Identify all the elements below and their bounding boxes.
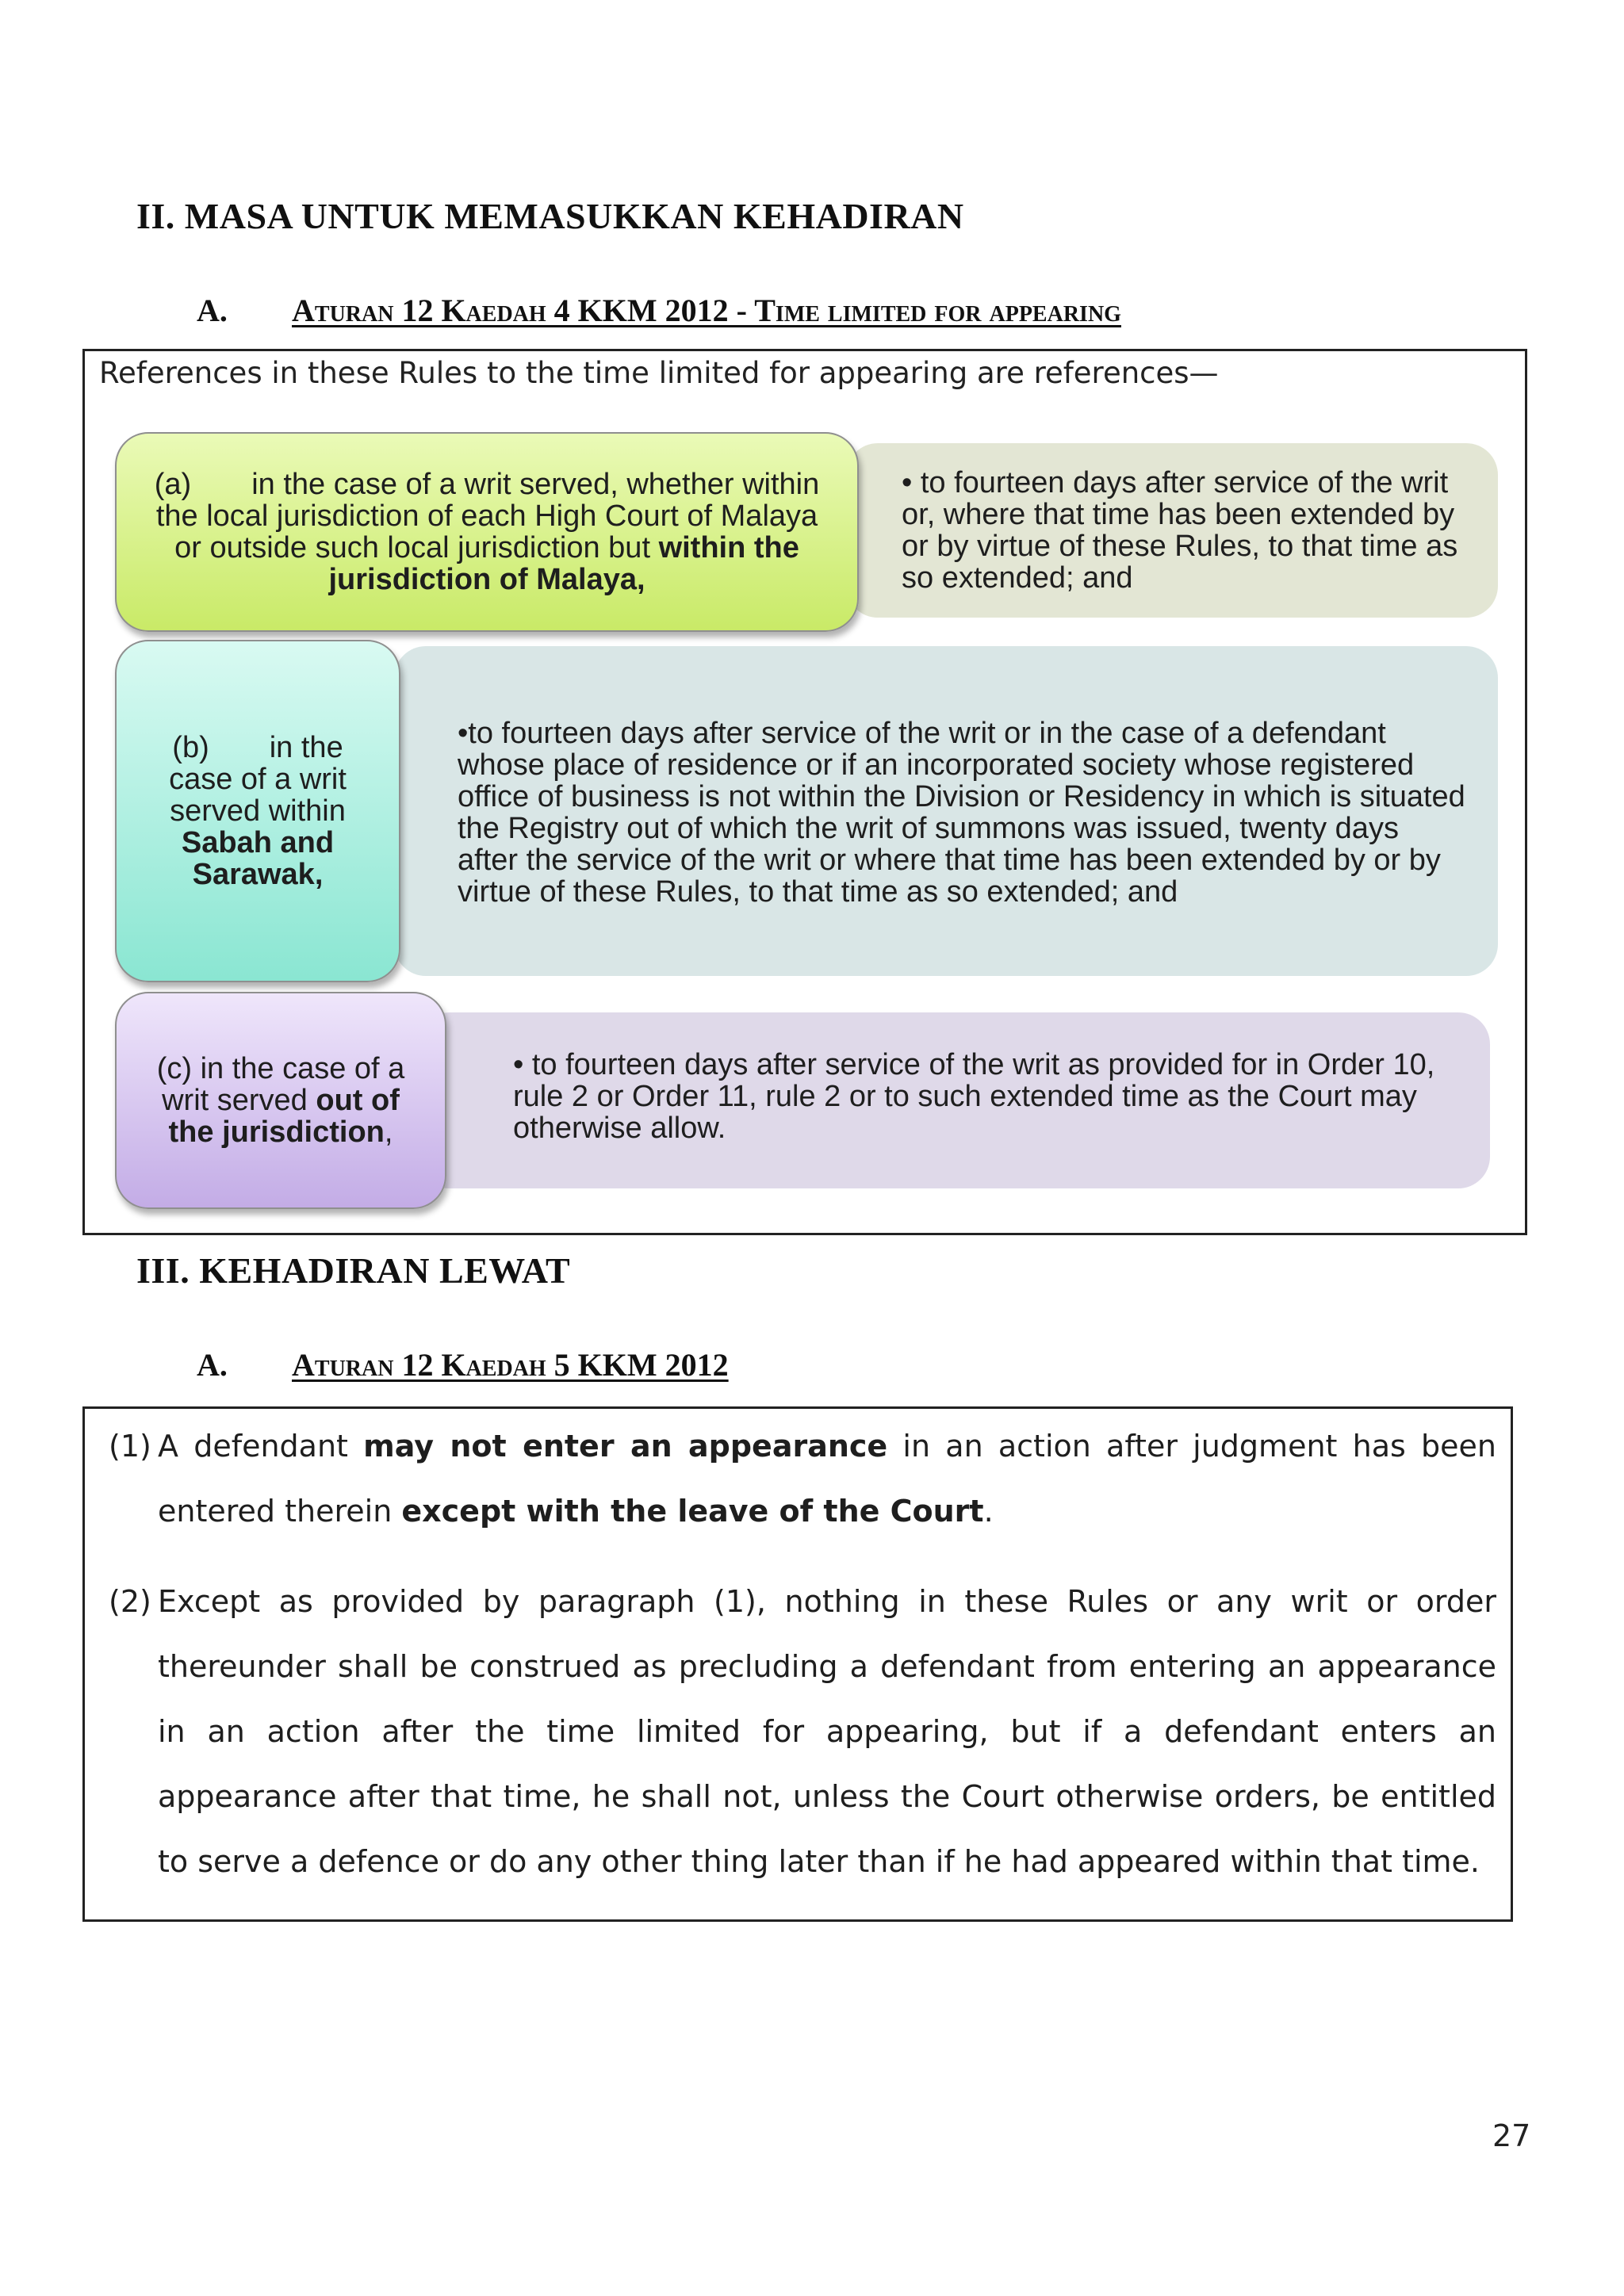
item-b-card	[115, 640, 400, 982]
paragraph-1-bold-b: except with the leave of the Court	[401, 1494, 984, 1529]
item-c-bold: out of the jurisdiction	[168, 1084, 400, 1149]
paragraph-2	[109, 1569, 1496, 1894]
section-3-sub-label: A.	[197, 1347, 228, 1383]
paragraph-1-number: (1)	[109, 1429, 151, 1464]
page-number: 27	[1492, 2118, 1531, 2153]
paragraph-1-text-a: A defendant	[158, 1429, 364, 1464]
section-2-heading: II. MASA UNTUK MEMASUKKAN KEHADIRAN	[136, 196, 964, 236]
paragraph-1-text-b: in an action after judgment has been entered therein	[158, 1429, 1496, 1529]
paragraph-2-text: Except as provided by paragraph (1), nothing in these Rules or any writ or order thereunder shall be construed as precluding a defendant from entering an appearance in an action after the time limited for appearing, but if a defendant enters an appearance after that time, he shall not, unless the Court otherwise orders, be entitled to serve a defence or do any other thing later than if he had appeared within that time.	[158, 1584, 1496, 1879]
item-b-detail	[394, 646, 1498, 976]
rule-5-box	[82, 1406, 1513, 1922]
item-a-detail-text: • to fourteen days after service of the writ or, where that time has been extended by or by virtue of these Rules, to that time as so extended; and	[902, 466, 1458, 595]
item-c-tail: ,	[384, 1115, 393, 1149]
item-a-card	[115, 432, 859, 632]
item-c-lead: (c) in the case of a writ served	[156, 1052, 405, 1117]
section-2-sub-title: Aturan 12 Kaedah 4 KKM 2012 - Time limited for appearing	[292, 293, 1121, 328]
item-a-lead: (a) in the case of a writ served, whether within the local jurisdiction of each High Court of Malaya or outside such local jurisdiction but	[154, 468, 820, 564]
paragraph-1-text-c: .	[983, 1494, 994, 1529]
section-2-subheading	[197, 292, 1121, 329]
paragraph-1	[109, 1414, 1496, 1544]
item-b-bold: Sabah and Sarawak,	[181, 826, 335, 891]
item-a-detail	[846, 443, 1498, 618]
item-c-detail	[418, 1012, 1490, 1188]
section-3-heading: III. KEHADIRAN LEWAT	[136, 1250, 571, 1291]
paragraph-1-bold-a: may not enter an appearance	[363, 1429, 888, 1464]
paragraph-2-number: (2)	[109, 1584, 151, 1619]
item-b-detail-text: •to fourteen days after service of the writ or in the case of a defendant whose place of residence or if an incorporated society whose registered office of business is not within the Division or Residency in which is situated the Registry out of which the writ of summons was issued, twenty days after the service of the writ or where that time has been extended by or by virtue of these Rules, to that time as so extended; and	[458, 717, 1465, 909]
item-c-detail-text: • to fourteen days after service of the writ as provided for in Order 10, rule 2 or Order 11, rule 2 or to such extended time as the Court may otherwise allow.	[513, 1048, 1435, 1145]
rule-4-box	[82, 349, 1527, 1235]
section-3-subheading	[197, 1346, 729, 1383]
section-3-sub-title: Aturan 12 Kaedah 5 KKM 2012	[292, 1347, 729, 1383]
rule-4-intro: References in these Rules to the time limited for appearing are references—	[99, 356, 1219, 390]
item-a-bold: within the jurisdiction of Malaya,	[328, 531, 799, 596]
item-c-card	[115, 992, 446, 1209]
item-b-lead: (b) in the case of a writ served within	[169, 731, 347, 828]
section-2-sub-label: A.	[197, 293, 228, 328]
